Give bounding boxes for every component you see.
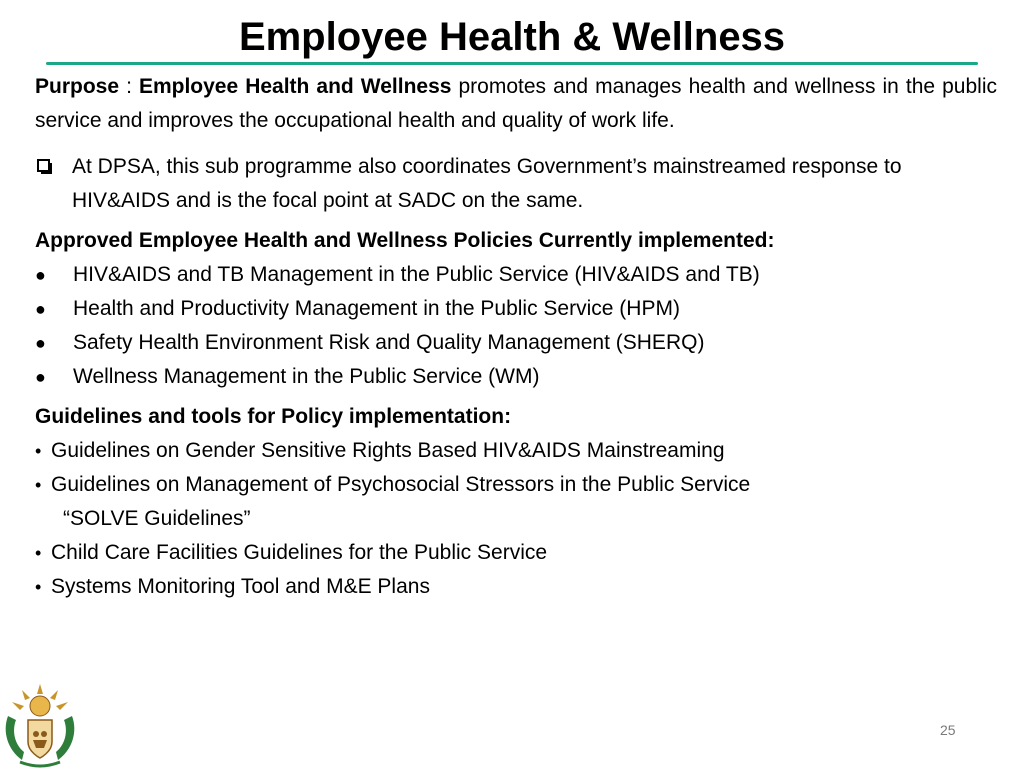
guideline-continuation: “SOLVE Guidelines” bbox=[63, 507, 251, 530]
guideline-item-text: Systems Monitoring Tool and M&E Plans bbox=[51, 575, 430, 598]
guidelines-heading: Guidelines and tools for Policy implementation: bbox=[35, 405, 512, 428]
guideline-item bbox=[35, 434, 997, 468]
policy-item bbox=[35, 292, 997, 326]
guidelines-list bbox=[35, 434, 997, 604]
bullet-icon: ● bbox=[35, 265, 46, 285]
policy-item bbox=[35, 360, 997, 394]
purpose-paragraph bbox=[35, 70, 997, 138]
policy-item-text: Health and Productivity Management in the Public Service (HPM) bbox=[73, 297, 680, 320]
guideline-item-text: Guidelines on Gender Sensitive Rights Based HIV&AIDS Mainstreaming bbox=[51, 439, 725, 462]
bullet-icon: • bbox=[35, 577, 42, 597]
purpose-label: Purpose bbox=[35, 75, 120, 98]
guideline-item-text: Guidelines on Management of Psychosocial Stressors in the Public Service bbox=[51, 473, 751, 496]
purpose-text: promotes and manages health and wellness in the public service and improves the occupational health and quality of work life. bbox=[35, 75, 997, 132]
policies-list bbox=[35, 258, 997, 394]
title-underline bbox=[46, 62, 978, 65]
coat-of-arms-icon bbox=[0, 680, 80, 768]
guideline-item bbox=[35, 468, 997, 502]
policy-item-text: HIV&AIDS and TB Management in the Public Service (HIV&AIDS and TB) bbox=[73, 263, 760, 286]
bullet-icon: ● bbox=[35, 367, 46, 387]
purpose-separator: : bbox=[119, 75, 139, 98]
checkbox-bullet-icon bbox=[37, 159, 50, 172]
bullet-icon: • bbox=[35, 543, 42, 563]
policy-item bbox=[35, 326, 997, 360]
policies-heading: Approved Employee Health and Wellness Policies Currently implemented: bbox=[35, 229, 775, 252]
page-number: 25 bbox=[940, 722, 956, 738]
bullet-icon: ● bbox=[35, 333, 46, 353]
policy-item-text: Safety Health Environment Risk and Quality Management (SHERQ) bbox=[73, 331, 705, 354]
bullet-icon: ● bbox=[35, 299, 46, 319]
guideline-item-text: Child Care Facilities Guidelines for the Public Service bbox=[51, 541, 548, 564]
policy-item-text: Wellness Management in the Public Service (WM) bbox=[73, 365, 540, 388]
guideline-item bbox=[35, 570, 997, 604]
bullet-icon: • bbox=[35, 475, 42, 495]
guideline-item bbox=[35, 536, 997, 570]
bullet-icon: • bbox=[35, 441, 42, 461]
slide-title: Employee Health & Wellness bbox=[238, 15, 786, 59]
coordination-note bbox=[35, 150, 997, 218]
purpose-program-name: Employee Health and Wellness bbox=[138, 75, 452, 98]
coordination-note-text: At DPSA, this sub programme also coordinates Government’s mainstreamed response to HIV&AIDS and is the focal point at SADC on the same. bbox=[72, 155, 902, 212]
policy-item bbox=[35, 258, 997, 292]
slide-body bbox=[35, 70, 997, 604]
